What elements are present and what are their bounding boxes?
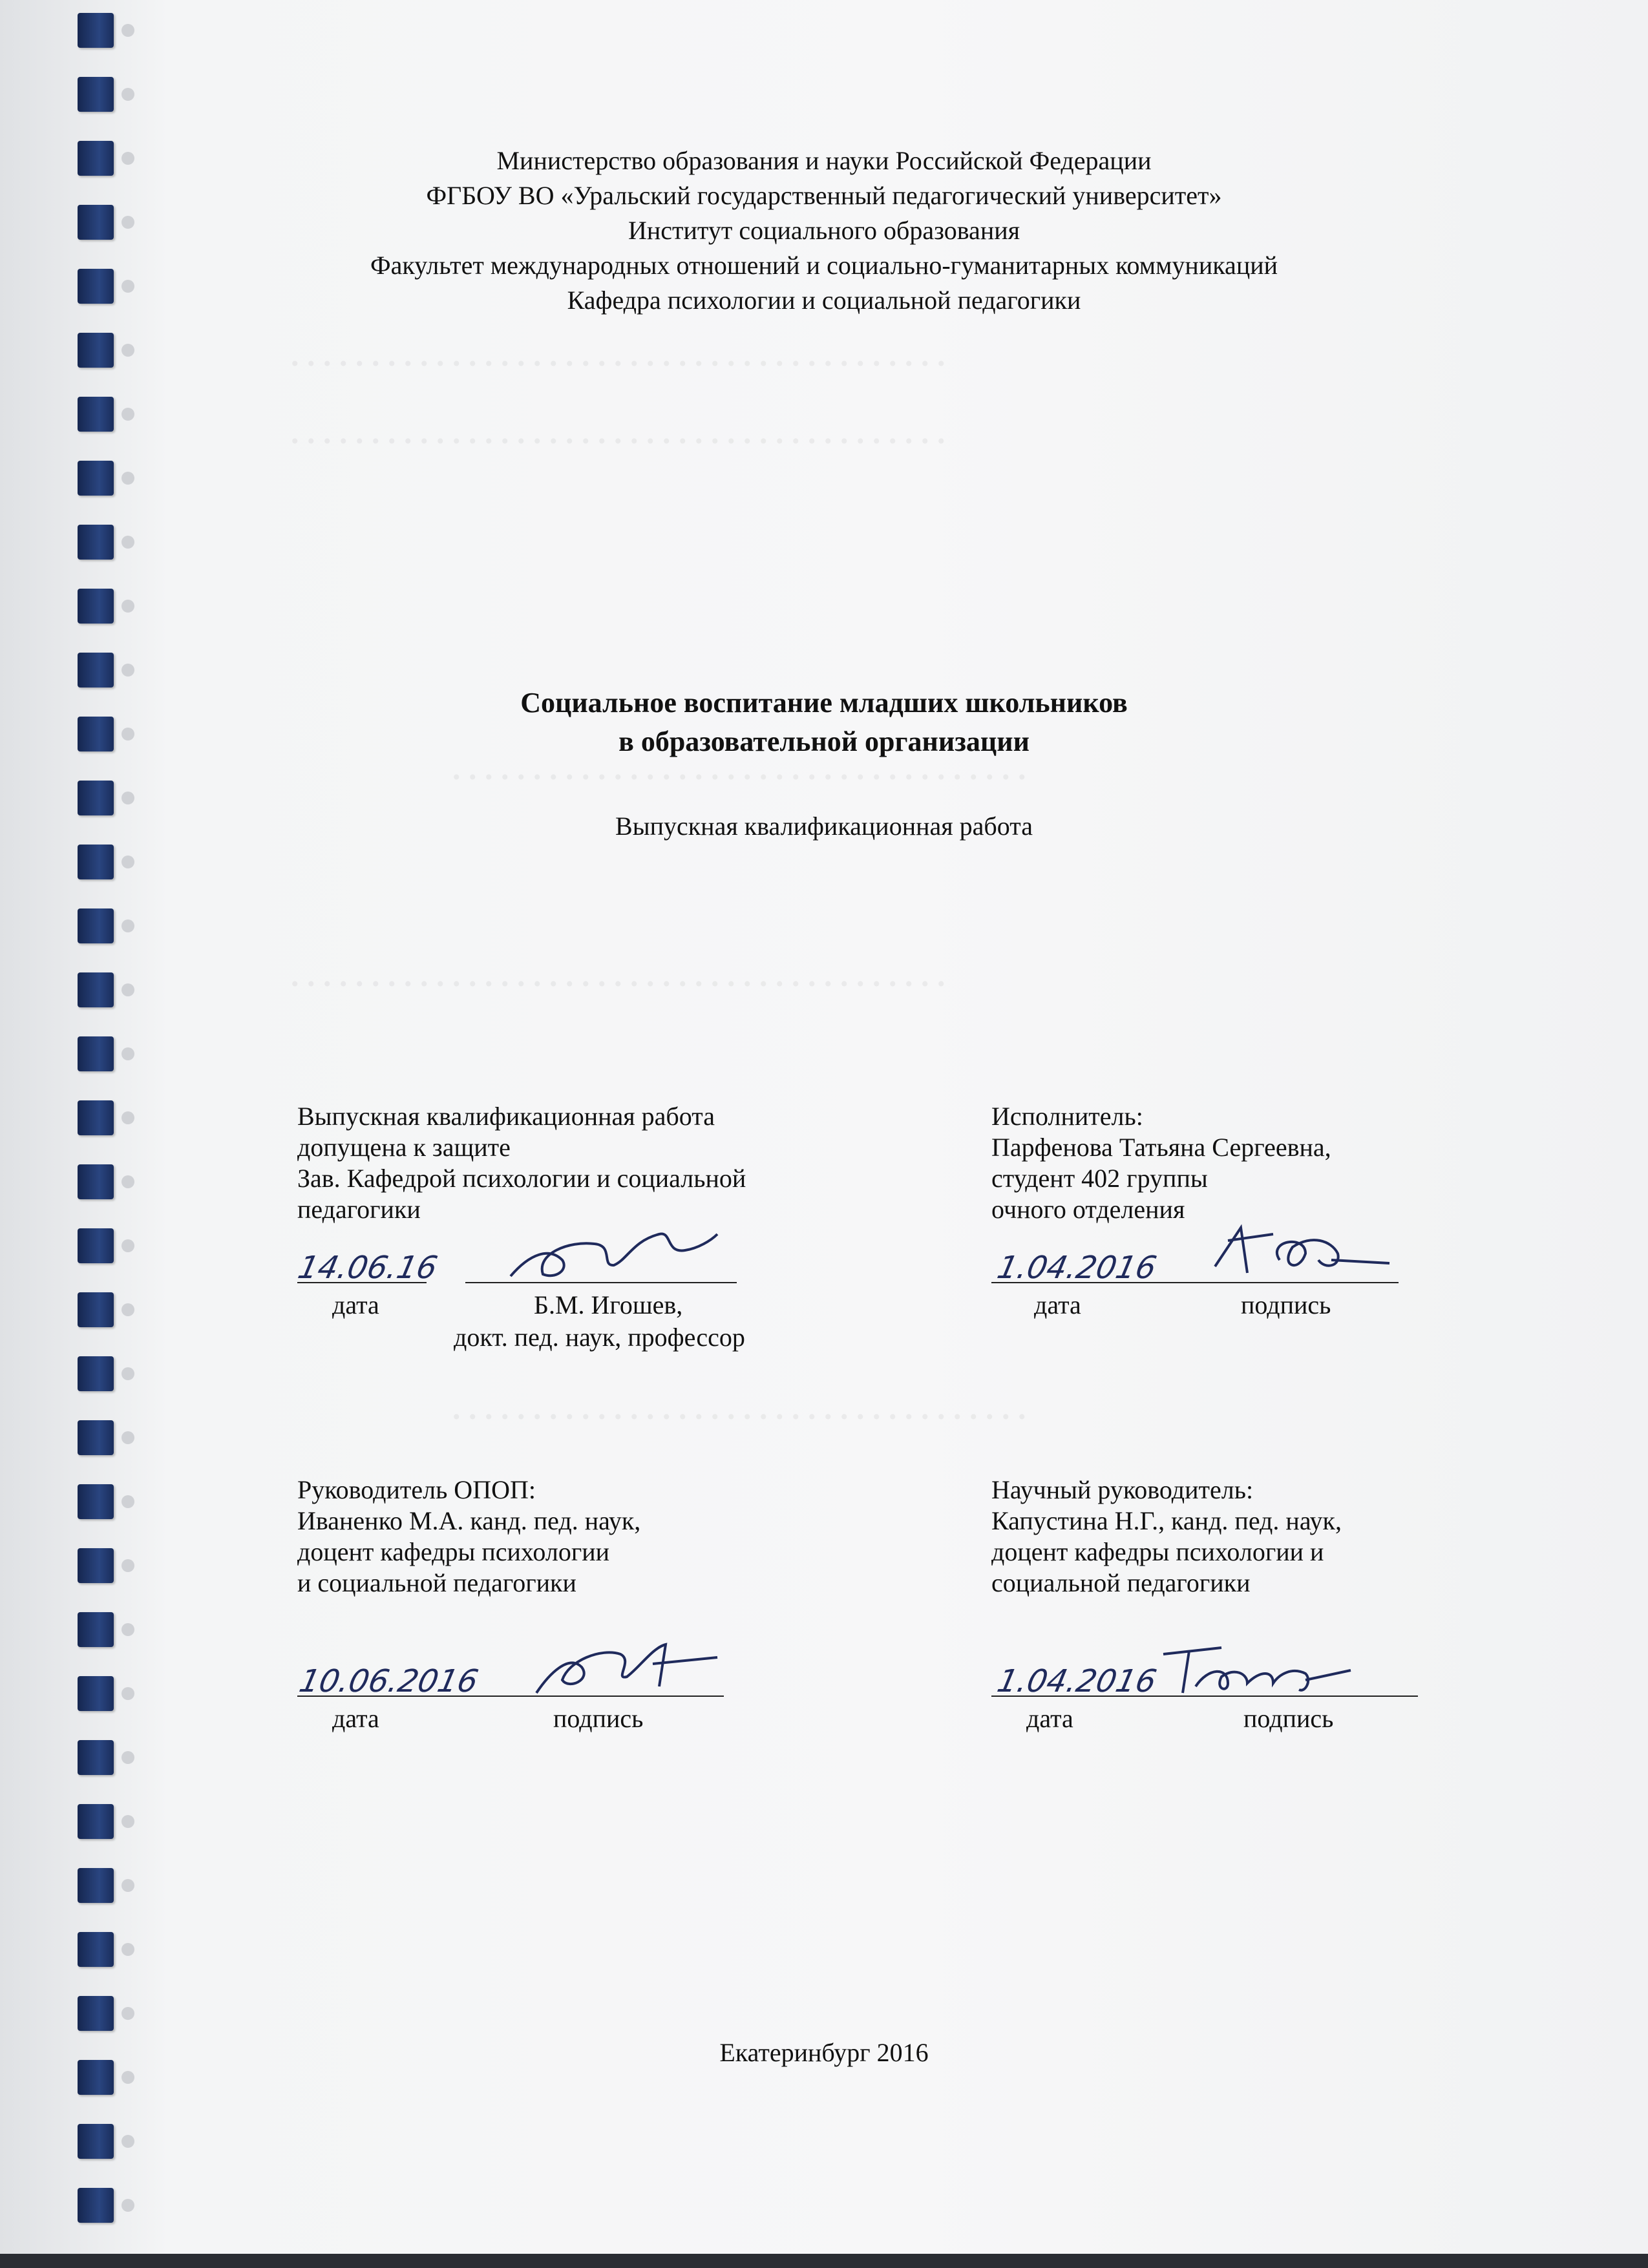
punch-hole: [121, 408, 134, 421]
executor-signature: [1202, 1215, 1396, 1286]
binding-ring: [78, 13, 114, 48]
binding-ring: [78, 1164, 114, 1199]
supervisor-date-label: дата: [1026, 1704, 1073, 1733]
binding-ring: [78, 1036, 114, 1071]
ministry-line: Министерство образования и науки Российской Федерации: [496, 146, 1152, 175]
work-type: Выпускная квалификационная работа: [615, 812, 1033, 841]
show-through-text: . . . . . . . . . . . . . . . . . . . . . . . . . . . . . . . . . . . . . . . . .: [291, 957, 945, 993]
punch-hole: [121, 1815, 134, 1828]
program-head-signature-label: подпись: [553, 1704, 644, 1733]
binding-ring: [78, 1612, 114, 1647]
punch-hole: [121, 1047, 134, 1060]
binding-ring: [78, 1804, 114, 1839]
approval-date-handwritten: 14.06.16: [295, 1250, 441, 1286]
punch-hole: [121, 1303, 134, 1316]
binding-ring: [78, 333, 114, 368]
program-head-line: доцент кафедры психологии: [297, 1537, 610, 1566]
punch-hole: [121, 1623, 134, 1636]
executor-signature-label: подпись: [1241, 1290, 1331, 1319]
punch-hole: [121, 792, 134, 804]
punch-hole: [121, 856, 134, 868]
approval-line: педагогики: [297, 1195, 421, 1224]
binding-ring: [78, 1740, 114, 1775]
punch-hole: [121, 664, 134, 677]
supervisor-signature-label: подпись: [1243, 1704, 1334, 1733]
faculty-line: Факультет международных отношений и социально-гуманитарных коммуникаций: [370, 251, 1278, 280]
program-head-block: [297, 1475, 640, 1599]
program-head-line: и социальной педагогики: [297, 1568, 576, 1597]
binding-ring: [78, 1484, 114, 1519]
punch-hole: [121, 536, 134, 549]
approval-date-line: [297, 1282, 427, 1283]
punch-hole: [121, 1559, 134, 1572]
binding-ring: [78, 1996, 114, 2031]
executor-line: Исполнитель:: [991, 1102, 1143, 1131]
binding-ring: [78, 653, 114, 688]
supervisor-block: [991, 1475, 1342, 1599]
punch-hole: [121, 472, 134, 485]
punch-hole: [121, 1495, 134, 1508]
executor-block: [991, 1101, 1331, 1225]
program-head-line: Иваненко М.А. канд. пед. наук,: [297, 1506, 641, 1535]
punch-hole: [121, 88, 134, 101]
punch-hole: [121, 2199, 134, 2212]
show-through-text: . . . . . . . . . . . . . . . . . . . . . . . . . . . . . . . . . . . . . . . . .: [291, 414, 945, 450]
supervisor-signature: [1150, 1635, 1357, 1699]
binding-ring: [78, 1868, 114, 1903]
approval-line: допущена к защите: [297, 1133, 511, 1162]
thesis-title-line2: в образовательной организации: [618, 726, 1030, 757]
supervisor-line: Научный руководитель:: [991, 1475, 1254, 1504]
supervisor-date-handwritten: 1.04.2016: [994, 1663, 1160, 1699]
spiral-binding: [0, 0, 129, 2268]
punch-hole: [121, 1175, 134, 1188]
binding-ring: [78, 77, 114, 112]
approval-block: [297, 1101, 746, 1225]
punch-hole: [121, 1431, 134, 1444]
binding-ring: [78, 2124, 114, 2159]
punch-hole: [121, 24, 134, 37]
binding-ring: [78, 2188, 114, 2223]
department-line: Кафедра психологии и социальной педагогики: [567, 286, 1081, 315]
binding-ring: [78, 1420, 114, 1455]
program-head-line: Руководитель ОПОП:: [297, 1475, 536, 1504]
binding-ring: [78, 1100, 114, 1135]
binding-ring: [78, 1548, 114, 1583]
binding-ring: [78, 589, 114, 624]
binding-ring: [78, 972, 114, 1007]
approval-line: Выпускная квалификационная работа: [297, 1102, 715, 1131]
program-head-signature: [530, 1628, 724, 1699]
punch-hole: [121, 1687, 134, 1700]
punch-hole: [121, 1111, 134, 1124]
program-head-date-handwritten: 10.06.2016: [296, 1663, 481, 1699]
approval-date-label: дата: [332, 1290, 379, 1319]
binding-ring: [78, 461, 114, 496]
binding-ring: [78, 1228, 114, 1263]
executor-line: Парфенова Татьяна Сергеевна,: [991, 1133, 1331, 1162]
binding-ring: [78, 397, 114, 432]
show-through-text: . . . . . . . . . . . . . . . . . . . . . . . . . . . . . . . . . . . .: [452, 750, 1026, 786]
executor-line: очного отделения: [991, 1195, 1185, 1224]
binding-ring: [78, 1356, 114, 1391]
binding-ring: [78, 1676, 114, 1711]
punch-hole: [121, 1367, 134, 1380]
institute-line: Институт социального образования: [628, 216, 1020, 245]
supervisor-line: социальной педагогики: [991, 1568, 1251, 1597]
binding-ring: [78, 845, 114, 879]
punch-hole: [121, 2135, 134, 2148]
executor-date-handwritten: 1.04.2016: [994, 1250, 1160, 1286]
punch-hole: [121, 2007, 134, 2020]
show-through-text: . . . . . . . . . . . . . . . . . . . . . . . . . . . . . . . . . . . .: [452, 1390, 1026, 1426]
program-head-date-label: дата: [332, 1704, 379, 1733]
executor-date-label: дата: [1034, 1290, 1081, 1319]
show-through-text: . . . . . . . . . . . . . . . . . . . . . . . . . . . . . . . . . . . . . . . . .: [291, 337, 945, 373]
supervisor-line: Капустина Н.Г., канд. пед. наук,: [991, 1506, 1342, 1535]
approval-name: Б.М. Игошев,: [534, 1290, 683, 1319]
executor-line: студент 402 группы: [991, 1164, 1208, 1193]
punch-hole: [121, 2071, 134, 2084]
supervisor-line: доцент кафедры психологии и: [991, 1537, 1324, 1566]
binding-ring: [78, 525, 114, 560]
binding-ring: [78, 1292, 114, 1327]
binding-ring: [78, 908, 114, 943]
approval-degree: докт. пед. наук, профессор: [454, 1323, 745, 1352]
binding-ring: [78, 1932, 114, 1967]
punch-hole: [121, 344, 134, 357]
approval-line: Зав. Кафедрой психологии и социальной: [297, 1164, 746, 1193]
punch-hole: [121, 600, 134, 613]
approval-signature: [504, 1215, 724, 1292]
punch-hole: [121, 1879, 134, 1892]
punch-hole: [121, 1751, 134, 1764]
punch-hole: [121, 983, 134, 996]
punch-hole: [121, 919, 134, 932]
punch-hole: [121, 1943, 134, 1956]
university-line: ФГБОУ ВО «Уральский государственный педагогический университет»: [426, 181, 1222, 210]
thesis-title-line1: Социальное воспитание младших школьников: [520, 687, 1128, 719]
punch-hole: [121, 1239, 134, 1252]
city-year: Екатеринбург 2016: [719, 2038, 929, 2067]
